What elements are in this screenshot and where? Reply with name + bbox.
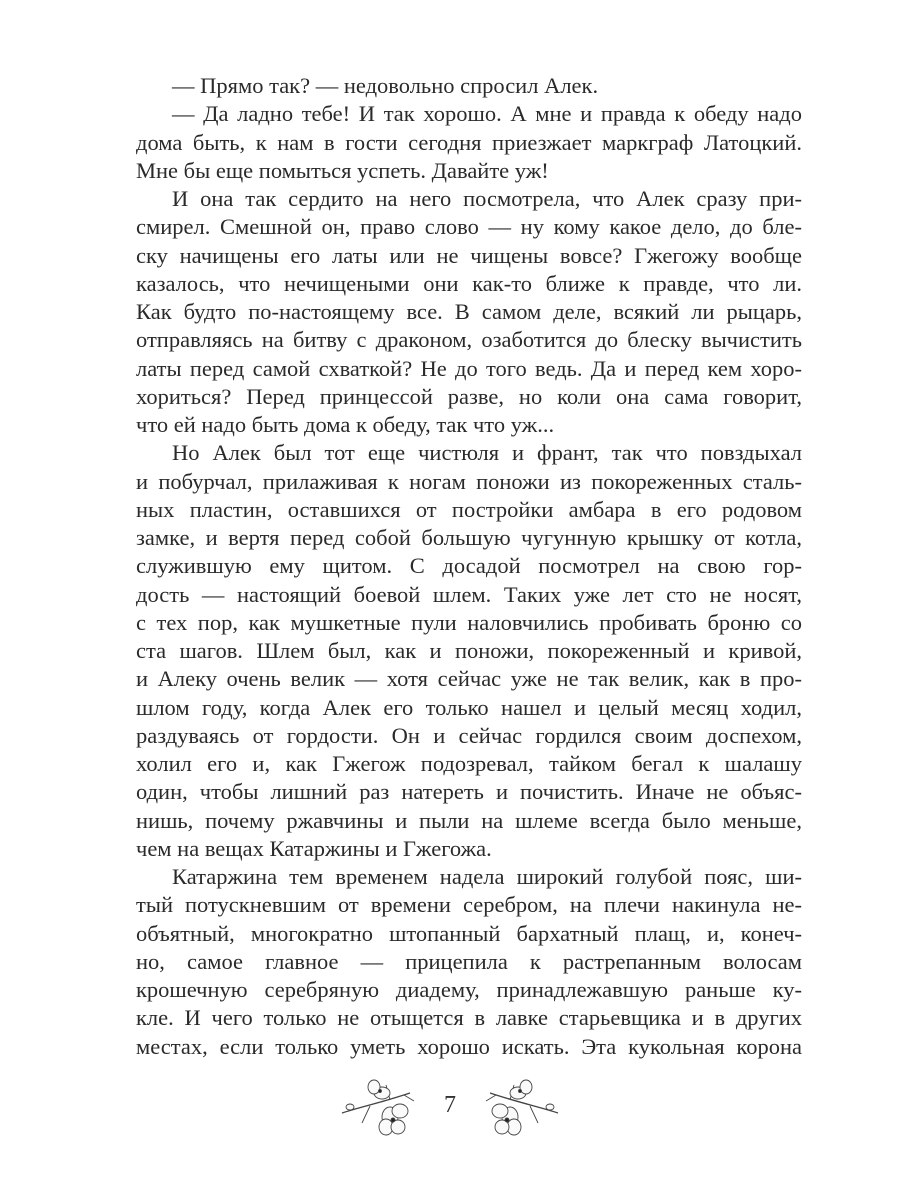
text-line: но, самое главное — прицепила к растрепанным волосам [136, 948, 802, 974]
text-line: холил его и, как Гжегож подозревал, тайком бегал к шалашу [136, 751, 802, 776]
flower-branch-icon [482, 1073, 560, 1137]
text-line: Катаржина тем временем надела широкий голубой пояс, ши- [172, 864, 802, 889]
text-line: местах, если только уметь хорошо искать. Эта кукольная корона [136, 1033, 802, 1059]
paragraph [136, 439, 802, 863]
page-number: 7 [444, 1091, 456, 1118]
paragraph [136, 185, 802, 439]
paragraph [136, 72, 802, 100]
paragraph [136, 100, 802, 185]
text-line: ных пластин, оставшихся от постройки амбара в его родовом [136, 496, 802, 522]
text-line: дома быть, к нам в гости сегодня приезжает маркграф Латоцкий. [136, 129, 802, 155]
text-line: И она так сердито на него посмотрела, что Алек сразу при- [172, 186, 802, 211]
text-line: с тех пор, как мушкетные пули наловчились пробивать броню со [136, 609, 802, 635]
text-line: Но Алек был тот еще чистюля и франт, так что повздыхал [172, 440, 802, 466]
flower-branch-icon [340, 1073, 418, 1137]
page-footer [0, 1070, 900, 1140]
text-line: крошечную серебряную диадему, принадлежавшую раньше ку- [136, 977, 802, 1002]
paragraph [136, 863, 802, 1061]
text-line: замке, и вертя перед собой большую чугунную крышку от котла, [136, 525, 802, 550]
text-line: служившую ему щитом. С досадой посмотрел на свою гор- [136, 553, 802, 579]
text-line: и Алеку очень велик — хотя сейчас уже не так велик, как в про- [136, 666, 802, 692]
text-line: тый потускневшим от времени серебром, на плечи накинула не- [136, 892, 802, 918]
text-line: латы перед самой схваткой? Не до того ведь. Да и перед кем хоро- [136, 355, 802, 381]
text-line: объятный, многократно штопанный бархатный плащ, и, конеч- [136, 920, 802, 946]
text-line: ску начищены его латы или не чищены вовсе? Гжегожу вообще [136, 242, 802, 268]
text-line: отправляясь на битву с драконом, озаботится до блеску вычистить [136, 327, 802, 353]
text-line: Как будто по-настоящему все. В самом деле, всякий ли рыцарь, [136, 299, 802, 324]
text-line: казалось, что нечищеными они как-то ближе к правде, что ли. [136, 270, 802, 296]
text-line: дость — настоящий боевой шлем. Таких уже лет сто не носят, [136, 581, 802, 607]
text-line: чем на вещах Катаржины и Гжегожа. [136, 835, 492, 861]
text-line: кле. И чего только не отыщется в лавке старьевщика и в других [136, 1005, 802, 1031]
text-line: ста шагов. Шлем был, как и поножи, покореженный и кривой, [136, 638, 802, 663]
text-line: раздуваясь от гордости. Он и сейчас гордился своим доспехом, [136, 722, 802, 748]
text-line: смирел. Смешной он, право слово — ну кому какое дело, до бле- [136, 214, 802, 240]
text-line: — Прямо так? — недовольно спросил Алек. [172, 73, 599, 98]
page-body-text [136, 72, 802, 1061]
text-line: нишь, почему ржавчины и пыли на шлеме всегда было меньше, [136, 807, 802, 833]
text-line: хориться? Перед принцессой разве, но коли она сама говорит, [136, 383, 802, 409]
text-line: один, чтобы лишний раз натереть и почистить. Иначе не объяс- [136, 779, 802, 805]
text-line: что ей надо быть дома к обеду, так что уж... [136, 412, 555, 437]
text-line: шлом году, когда Алек его только нашел и целый месяц ходил, [136, 694, 802, 720]
text-line: — Да ладно тебе! И так хорошо. А мне и правда к обеду надо [172, 101, 802, 127]
text-line: Мне бы еще помыться успеть. Давайте уж! [136, 157, 549, 183]
text-line: и побурчал, прилаживая к ногам поножи из покореженных сталь- [136, 468, 802, 494]
